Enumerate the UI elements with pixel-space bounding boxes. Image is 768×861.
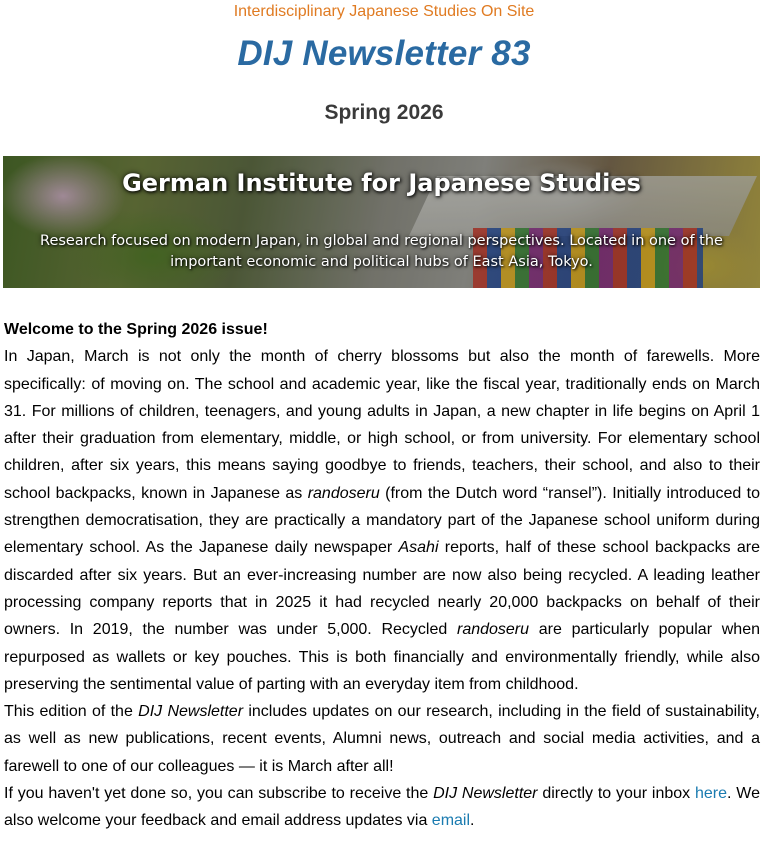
banner-title: German Institute for Japanese Studies bbox=[122, 169, 641, 197]
intro-term-randoseru: randoseru bbox=[307, 484, 380, 502]
edition-text-b: includes updates on our research, including in the field of sustainability, as well as new publications, recent events, Alumni news, outreach and social media activities, and a farewell to one of our colleagues — it is March after all! bbox=[4, 703, 760, 775]
edition-text-a: This edition of the bbox=[4, 703, 139, 721]
intro-paragraph bbox=[4, 343, 760, 698]
intro-text-d: are particularly popular when repurposed as wallets or key pouches. This is both financially and environmentally friendly, while also preserving the sentimental value of parting with an everyday item from childhood. bbox=[4, 621, 760, 693]
intro-text-b: (from the Dutch word “ransel”). Initially introduced to strengthen democratisation, they are practically a mandatory part of the Japanese school uniform during elementary school. As the Japanese daily newspaper bbox=[4, 484, 760, 557]
newsletter-tagline: Interdisciplinary Japanese Studies On Site bbox=[233, 3, 535, 20]
institute-banner bbox=[3, 156, 760, 288]
intro-term-randoseru-2: randoseru bbox=[456, 621, 530, 639]
newsletter-body bbox=[4, 316, 760, 835]
subscribe-text-d: . bbox=[470, 812, 475, 830]
edition-term-newsletter: DIJ Newsletter bbox=[138, 703, 244, 721]
subscribe-paragraph bbox=[4, 780, 760, 835]
subscribe-term-newsletter: DIJ Newsletter bbox=[433, 785, 538, 803]
feedback-email-link[interactable]: email bbox=[431, 812, 471, 830]
banner-subtitle: Research focused on modern Japan, in global and regional perspectives. Located in one of the important economic and political hubs of East Asia, Tokyo. bbox=[40, 233, 723, 270]
intro-term-asahi: Asahi bbox=[398, 539, 439, 557]
intro-text-a: In Japan, March is not only the month of cherry blossoms but also the month of farewells. More specifically: of moving on. The school and academic year, like the fiscal year, traditionally ends on March 31. For millions of children, teenagers, and young adults in Japan, a new chapter in life begins on April 1 after their graduation from elementary, middle, or high school, or from university. For elementary school children, after six years, this means saying goodbye to friends, teachers, their school, and also to their school backpacks, known in Japanese as bbox=[4, 348, 760, 502]
edition-paragraph bbox=[4, 698, 760, 780]
subscribe-text-c: . We also welcome your feedback and email address updates via bbox=[4, 785, 761, 830]
subscribe-here-link[interactable]: here bbox=[695, 785, 728, 803]
subscribe-text-b: directly to your inbox bbox=[537, 785, 695, 803]
subscribe-text-a: If you haven't yet done so, you can subscribe to receive the bbox=[4, 785, 434, 803]
intro-text-c: reports, half of these school backpacks are discarded after six years. But an ever-increasing number are now also being recycled. A leading leather processing company reports that in 2025 it had recycled nearly 20,000 backpacks on behalf of their owners. In 2019, the number was under 5,000. Recycled bbox=[4, 539, 761, 639]
issue-label: Spring 2026 bbox=[324, 101, 444, 124]
welcome-heading: Welcome to the Spring 2026 issue! bbox=[4, 321, 268, 338]
newsletter-title: DIJ Newsletter 83 bbox=[237, 34, 531, 73]
